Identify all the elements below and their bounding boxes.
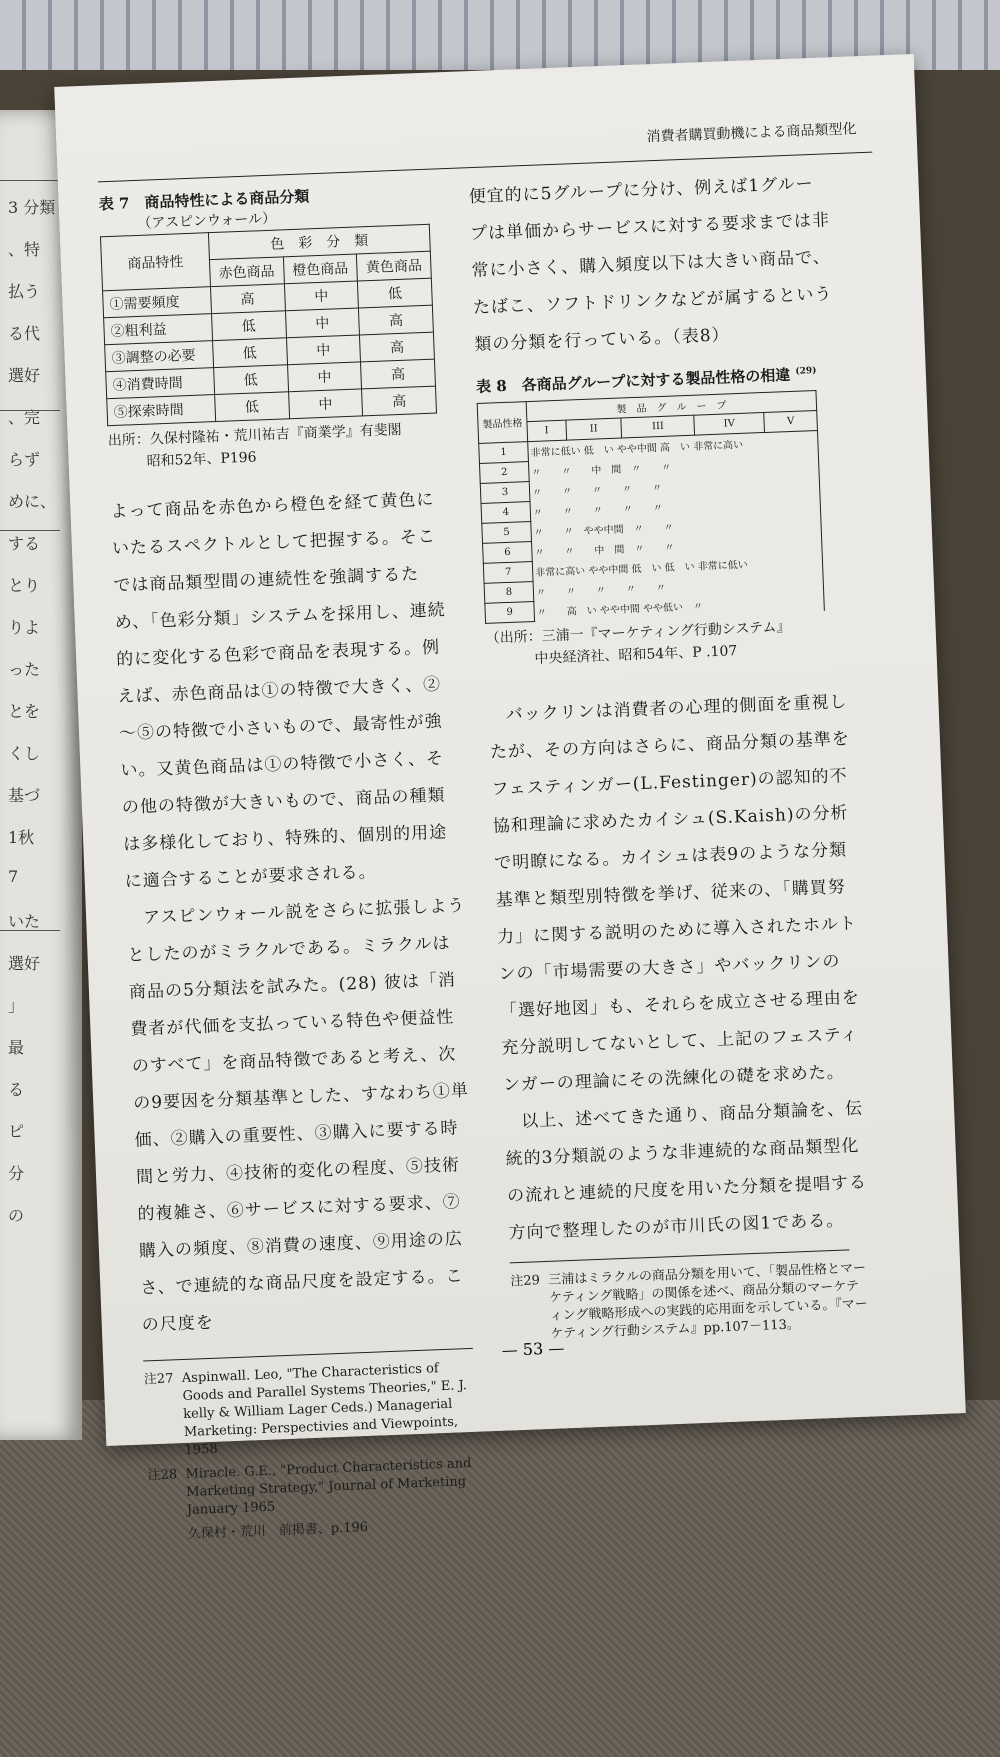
table8-group-header: III — [621, 415, 695, 438]
table7-row-label: ②粗利益 — [104, 314, 213, 345]
table8-header-group: 製 品 グ ル ー プ — [526, 390, 817, 421]
table7-cell: 低 — [213, 365, 288, 395]
table8-group-header: V — [764, 410, 818, 432]
left-page-fragment: る代 — [8, 324, 41, 343]
left-page-fragment: 払う — [8, 282, 41, 301]
table7-cell: 低 — [212, 338, 287, 368]
left-page-fragment: 」 — [8, 996, 25, 1015]
table7-row-label: ③調整の必要 — [105, 341, 214, 372]
left-page-fragment: 7 — [8, 867, 19, 886]
left-page-fragment: った — [8, 660, 41, 679]
left-page-rule — [0, 410, 60, 411]
left-page-fragment: らず — [8, 450, 41, 469]
left-page-fragment: 1秋 — [8, 828, 35, 847]
table7-subtitle: （アスピンウォール） — [137, 210, 277, 232]
right-body-text — [488, 684, 869, 1252]
table7-col-header: 橙色商品 — [283, 254, 358, 284]
left-page-fragment: 基づ — [8, 786, 41, 805]
left-page-fragment: 選好 — [8, 954, 41, 973]
right-paragraph-2: 以上、述べてきた通り、商品分類論を、伝統的3分類説のような非連続的な商品類型化の流れと連続的尺度を用いた分類を提唱する方向で整理したのが市川氏の図1である。 — [505, 1098, 868, 1244]
table7-row-label: ④消費時間 — [106, 368, 215, 399]
footnote — [144, 1358, 487, 1461]
left-page-rule — [0, 530, 60, 531]
table8 — [477, 390, 825, 624]
table7-header-left: 商品特性 — [100, 233, 210, 291]
table8-source-line2: 中央経済社、昭和54年、P .107 — [534, 643, 738, 667]
table8-group-header: II — [566, 418, 622, 440]
table7-row-label: ①需要頻度 — [103, 287, 212, 318]
right-paragraph-top: 便宜的に5グループに分け、例えば1グループは単価からサービスに対する要求までは非常に小さく、購入頻度以下は大きい商品で、たばこ、ソフトドリンクなどが属するという類の分類を行っている。（表8） — [468, 173, 833, 356]
table7-cell: 高 — [210, 284, 285, 314]
table8-row-number: 7 — [483, 562, 533, 584]
table8-row-number: 4 — [481, 502, 531, 524]
table7-cell: 高 — [360, 332, 435, 362]
table8-row-number: 9 — [485, 601, 535, 623]
table7-cell: 高 — [359, 305, 434, 335]
left-paragraph-2: アスピンウォール説をさらに拡張しようとしたのがミラクルである。ミラクルは商品の5分類法を試みた。(28) 彼は「消費者が代価を支払っている特色や便益性のすべて」を商品特徴であると考え、次の9要因を分類基準とした、すなわち①単価、②購入の重要性、③購入に要する時間と労力、④技術的変化の程度、⑤技術的複雑さ、⑥サービスに対する要求、⑦購入の頻度、⑧消費の速度、⑨用途の広さ、で連続的な商品尺度を設定する。この尺度を — [127, 895, 470, 1336]
footnote-text: 久保村・荒川 前掲書、p.196 — [187, 1520, 369, 1542]
table7-cell: 中 — [288, 389, 363, 419]
left-page-fragment: くし — [8, 744, 41, 763]
table7 — [100, 224, 437, 427]
table7-col-header: 赤色商品 — [209, 257, 284, 287]
table8-group-header: I — [527, 420, 566, 441]
table7-cell: 中 — [287, 362, 362, 392]
footnote-label: 注27 — [143, 1371, 174, 1388]
table7-source-line1: 出所：久保村隆祐・荒川祐吉『商業学』有斐閣 — [107, 421, 402, 450]
left-page-rule — [0, 180, 60, 181]
left-page-fragment: する — [8, 534, 41, 553]
left-page-rule — [0, 930, 60, 931]
table7-source — [107, 417, 448, 474]
table7-cell: 低 — [214, 392, 289, 422]
table8-row-values: 〃 〃 中 間 〃 〃 — [528, 450, 819, 481]
footnote-label: 注29 — [510, 1273, 541, 1290]
left-page-fragment: 、特 — [8, 240, 41, 259]
left-page-fragment: とり — [8, 576, 41, 595]
footnote-label — [150, 1526, 189, 1545]
left-page-fragment: めに、 — [8, 492, 57, 511]
left-page-fragment: 分 — [8, 1164, 25, 1183]
left-page-fragment: 選好 — [8, 366, 41, 385]
footnote-text: Aspinwall. Leo, "The Characteristics of Goods and Parallel Systems Theories," E. J. kelly & William Lager Ceds.) Managerial Marketing: Perspectivies and Viewpoints, 1958 — [181, 1361, 468, 1459]
table8-row-number: 6 — [483, 542, 533, 564]
footnotes-left — [144, 1358, 490, 1545]
table7-cell: 中 — [286, 335, 361, 365]
table7-cell: 中 — [284, 281, 359, 311]
table7-cell: 低 — [358, 278, 433, 308]
table7-label: 表 7 — [98, 194, 130, 214]
document-page — [54, 54, 966, 1542]
table8-group-header: IV — [694, 413, 765, 436]
footnote — [147, 1454, 489, 1521]
table8-row-number: 1 — [479, 442, 529, 464]
left-page-fragment: の — [8, 1206, 25, 1225]
left-page-fragment: 最 — [8, 1038, 25, 1057]
running-head: 消費者購買動機による商品類型化 — [646, 121, 857, 146]
right-paragraph-1: バックリンは消費者の心理的側面を重視したが、その方向はさらに、商品分類の基準をフェスティンガー(L.Festinger)の認知的不協和理論に求めたカイシュ(S.Kaish)の分析で明瞭になる。カイシュは表9のような分類基準と類型別特徴を挙げ、従来の、「購買努力」に関する説明のために導入されたホルトンの「市場需要の大きさ」やバックリンの「選好地図」も、それらを成立させる理由を充分説明してないとして、上記のフェスティンガーの理論にその洗練化の礎を求めた。 — [489, 692, 861, 1096]
table7-col-header: 黄色商品 — [357, 251, 432, 281]
table8-row-values: 非常に低い 低 い やや中間 高 い 非常に高い — [528, 430, 819, 461]
table8-title: 各商品グループに対する製品性格の相違 — [521, 365, 791, 395]
left-paragraph-1: よって商品を赤色から橙色を経て黄色にいたるスペクトルとして把握する。そこでは商品類型間の連続性を強調するため、「色彩分類」システムを採用し、連続的に変化する色彩で商品を表現する。例えば、赤色商品は①の特徴で大きく、②～⑤の特徴で小さいもので、最寄性が強い。又黄色商品は①の特徴で小さく、その他の特徴が大きいもので、商品の種類は多様化しており、特殊的、個別的用途に適合することが要求される。 — [110, 489, 448, 892]
table7-cell: 高 — [362, 386, 437, 416]
table8-row-number: 3 — [480, 482, 530, 504]
left-page-fragment: る — [8, 1080, 25, 1099]
footnote-text: 三浦はミラクルの商品分類を用いて、「製品性格とマーケティング戦略」の関係を述べ、商品分類のマーケティング戦略形成への実践的応用面を示している。『マーケティング行動システム』pp.107－113。 — [548, 1260, 869, 1342]
table8-note-ref: (29) — [795, 365, 817, 377]
right-body-top — [468, 165, 835, 364]
table8-label: 表 8 — [475, 376, 508, 397]
table8-row-values: 〃 〃 中 間 〃 〃 — [532, 530, 823, 561]
table7-source-line2: 昭和52年、P196 — [146, 449, 257, 470]
table8-row-number: 8 — [484, 581, 534, 603]
left-page-fragment: 、完 — [8, 408, 41, 427]
table7-title: 商品特性による商品分類 — [144, 187, 310, 212]
left-page-fragment: いた — [8, 912, 41, 931]
left-page-fragment: ピ — [8, 1122, 25, 1141]
table7-cell: 中 — [285, 308, 360, 338]
table8-row-number: 5 — [482, 522, 532, 544]
table7-row-label: ⑤探索時間 — [107, 395, 216, 426]
table8-source — [485, 614, 846, 672]
table8-row-values: 〃 高 い やや中間 やや低い 〃 — [534, 590, 825, 621]
left-page-fragment: 3 分類 — [8, 198, 56, 217]
table8-row-values: 〃 〃 〃 〃 〃 — [530, 490, 821, 521]
table8-row-values: 〃 〃 〃 〃 〃 — [533, 570, 824, 601]
table7-cell: 低 — [211, 311, 286, 341]
table8-row-values: 〃 〃 〃 〃 〃 — [529, 470, 820, 501]
right-column — [468, 165, 873, 1351]
footnote-label: 注28 — [147, 1467, 178, 1484]
footnote-text: Miracle. G.E., "Product Characteristics and Marketing Strategy," Journal of Marketing January 1965 — [185, 1456, 472, 1518]
table8-row-number: 2 — [479, 462, 529, 484]
table8-row-values: 非常に高い やや中間 低 い 低 い 非常に低い — [532, 550, 823, 581]
table8-header-left: 製品性格 — [477, 402, 527, 444]
left-page-fragment: とを — [8, 702, 41, 721]
table8-source-line1: （出所：三浦一『マーケティング行動システム』 — [485, 619, 791, 647]
page-number: — 53 — — [501, 1338, 565, 1360]
table7-header-group: 色 彩 分 類 — [208, 224, 430, 259]
table7-cell: 高 — [361, 359, 436, 389]
left-body-text — [110, 481, 482, 1344]
table8-row-values: 〃 〃 やや中間 〃 〃 — [531, 510, 822, 541]
left-page-fragment: りよ — [8, 618, 41, 637]
